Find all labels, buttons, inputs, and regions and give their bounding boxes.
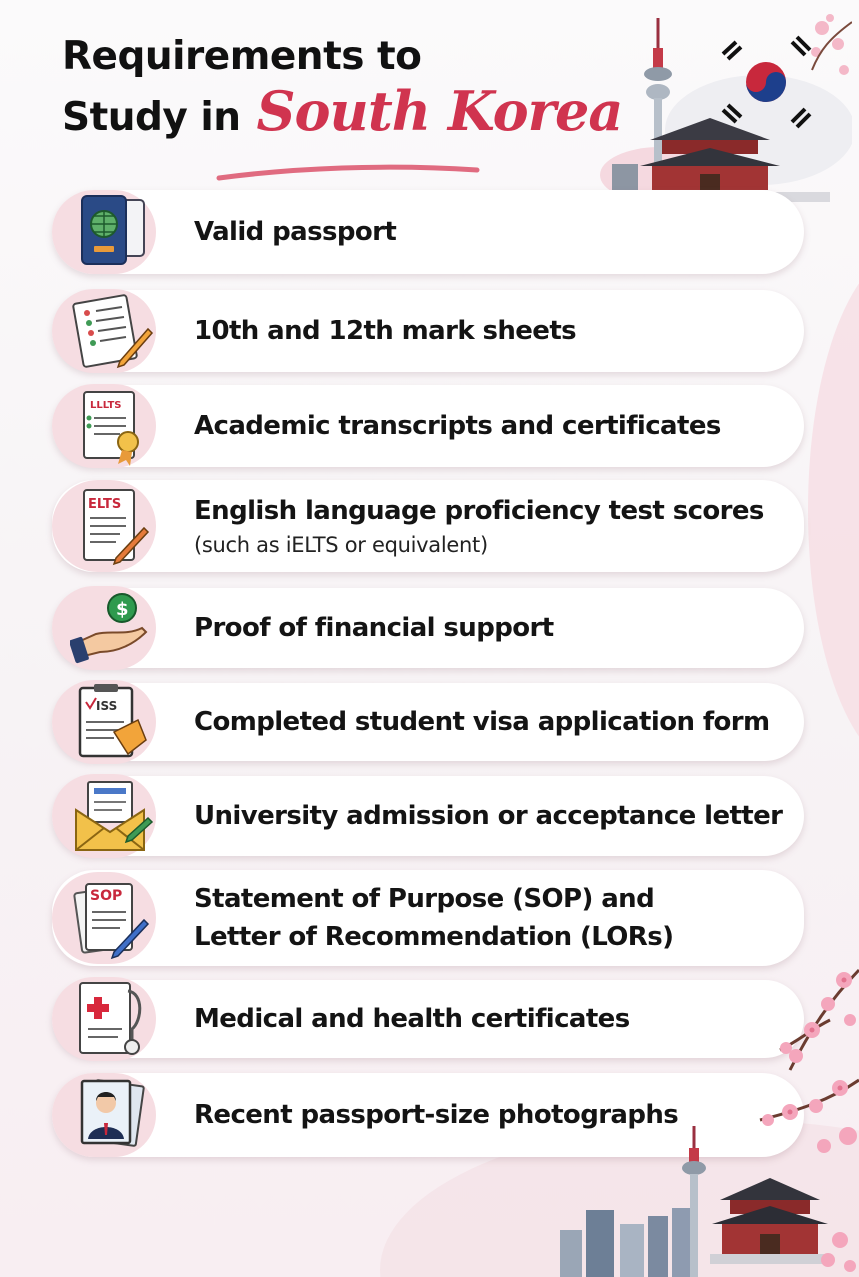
requirement-card-sop-lor <box>52 870 804 966</box>
title-line-2: Study in <box>62 95 241 140</box>
requirement-card-visa-form <box>52 683 804 761</box>
ielts-score-icon <box>70 484 154 568</box>
requirement-label: University admission or acceptance letter <box>194 801 783 831</box>
title-script-country: South Korea <box>256 79 623 143</box>
ielts-icon-text: ELTS <box>88 497 122 512</box>
certificate-icon-text: LLLTS <box>90 400 122 411</box>
passport-icon <box>70 190 154 274</box>
requirement-sublabel: (such as iELTS or equivalent) <box>194 533 488 557</box>
requirement-label: Proof of financial support <box>194 613 554 643</box>
requirement-label: Valid passport <box>194 217 397 247</box>
requirement-label-group <box>194 492 764 560</box>
visa-form-icon <box>70 680 154 764</box>
background-blob <box>808 250 859 770</box>
page-title <box>62 30 622 145</box>
sop-icon-text: SOP <box>90 888 123 904</box>
envelope-letter-icon <box>70 774 154 858</box>
requirement-card-passport <box>52 190 804 274</box>
sop-document-icon <box>70 876 154 960</box>
requirement-label-line-2: Letter of Recommendation (LORs) <box>194 922 674 952</box>
requirement-label-group <box>194 880 673 956</box>
requirement-label: Statement of Purpose (SOP) and <box>194 884 655 914</box>
palace-icon <box>710 1178 830 1264</box>
requirement-card-transcripts <box>52 385 804 467</box>
seoul-landmarks-illustration <box>590 10 852 220</box>
requirement-label: Academic transcripts and certificates <box>194 411 721 441</box>
title-line-1: Requirements to <box>62 34 422 79</box>
requirement-card-mark-sheets <box>52 290 804 372</box>
medical-certificate-icon <box>70 977 154 1061</box>
svg-text:$: $ <box>116 599 129 620</box>
visa-form-icon-text: ISS <box>96 699 118 713</box>
certificate-icon <box>70 384 154 468</box>
money-hand-icon <box>70 586 154 670</box>
requirement-card-english-test <box>52 480 804 572</box>
requirement-label: Completed student visa application form <box>194 707 770 737</box>
city-skyline-icon <box>540 1120 859 1277</box>
requirement-label: Medical and health certificates <box>194 1004 630 1034</box>
title-brush-underline <box>215 160 480 184</box>
requirement-label: Recent passport-size photographs <box>194 1100 679 1130</box>
requirement-label: English language proficiency test scores <box>194 496 764 526</box>
requirement-card-admission-letter <box>52 776 804 856</box>
mark-sheet-icon <box>70 289 154 373</box>
requirement-card-medical <box>52 980 804 1058</box>
requirement-card-financial <box>52 588 804 668</box>
requirement-label: 10th and 12th mark sheets <box>194 316 577 346</box>
photograph-icon <box>70 1073 154 1157</box>
